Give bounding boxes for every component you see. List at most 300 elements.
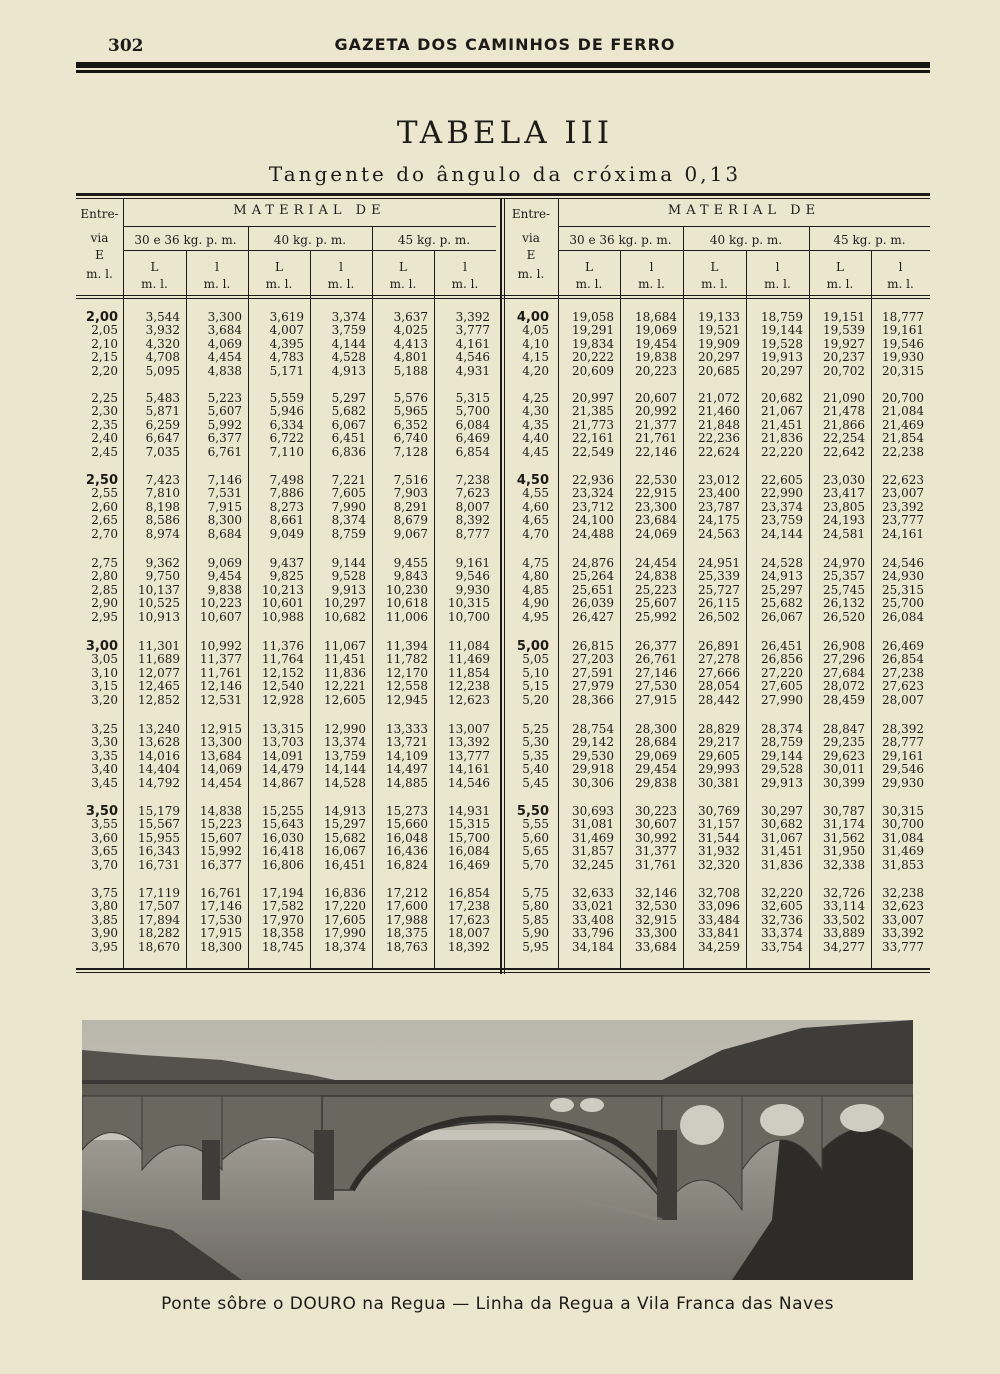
- left-value-cell: 16,451: [324, 857, 366, 872]
- right-entrevia-cell: 5,20: [522, 692, 549, 707]
- left-value-column: [186, 887, 242, 954]
- right-value-cell: 26,084: [882, 609, 924, 624]
- left-value-cell: 4,546: [455, 350, 490, 365]
- right-entrevia-cell: 5,80: [522, 899, 549, 914]
- left-value-column: [310, 392, 366, 459]
- left-value-cell: 11,689: [138, 652, 180, 667]
- left-sub-label-3: l: [339, 260, 343, 274]
- left-value-cell: 14,931: [448, 804, 490, 818]
- right-value-cell: 32,146: [635, 886, 677, 900]
- left-value-cell: 9,437: [269, 556, 304, 570]
- left-entrevia-cell: 2,60: [91, 499, 118, 514]
- left-value-cell: 13,007: [448, 722, 490, 736]
- right-entrevia-values: [504, 640, 549, 707]
- left-value-cell: 7,498: [269, 473, 304, 487]
- right-value-cell: 22,936: [572, 473, 614, 487]
- right-value-cell: 30,223: [635, 804, 677, 818]
- right-value-cell: 28,007: [882, 692, 924, 707]
- right-value-column: [683, 887, 740, 954]
- right-value-cell: 33,754: [761, 939, 803, 954]
- right-entrevia-cell: 4,10: [522, 336, 549, 351]
- left-value-column: [186, 474, 242, 541]
- right-value-column: [809, 392, 865, 459]
- right-value-cell: 28,459: [823, 692, 865, 707]
- right-value-column: [558, 805, 614, 872]
- left-value-cell: 16,469: [448, 857, 490, 872]
- left-value-column: [123, 640, 180, 707]
- left-value-cell: 5,095: [145, 363, 180, 378]
- right-value-cell: 22,990: [761, 486, 803, 501]
- left-value-cell: 7,423: [145, 473, 180, 487]
- right-entrevia-cell: 5,00: [516, 639, 549, 654]
- right-value-cell: 31,081: [572, 817, 614, 832]
- left-value-column: [248, 311, 304, 378]
- left-value-cell: 6,259: [145, 417, 180, 432]
- left-entrevia-cell: 2,80: [91, 569, 118, 584]
- left-value-column: [372, 887, 428, 954]
- right-value-cell: 29,217: [698, 735, 740, 750]
- right-value-cell: 27,238: [882, 665, 924, 680]
- right-entrevia-cell: 5,55: [522, 817, 549, 832]
- right-value-cell: 28,754: [572, 722, 614, 736]
- left-value-cell: 12,146: [200, 679, 242, 694]
- right-value-cell: 33,374: [761, 926, 803, 941]
- right-entrevia-cell: 4,25: [522, 391, 549, 405]
- right-value-cell: 33,114: [823, 899, 865, 914]
- right-value-cell: 31,469: [882, 844, 924, 859]
- left-entrevia-cell: 3,15: [91, 679, 118, 694]
- right-value-cell: 28,300: [635, 722, 677, 736]
- left-value-cell: 15,255: [262, 804, 304, 818]
- left-value-cell: 5,871: [145, 404, 180, 419]
- right-value-column: [809, 557, 865, 624]
- left-value-cell: 17,600: [386, 899, 428, 914]
- left-value-cell: 17,119: [138, 886, 180, 900]
- right-entrevia-label: Entre-: [511, 207, 551, 221]
- left-sub-unit-3: m. l.: [327, 277, 355, 291]
- right-value-column: [871, 723, 924, 790]
- right-entrevia-cell: 5,50: [516, 804, 549, 819]
- left-entrevia-label-2: via: [90, 231, 109, 245]
- right-value-cell: 30,011: [823, 762, 865, 777]
- left-value-column: [372, 557, 428, 624]
- right-value-cell: 23,684: [635, 513, 677, 528]
- left-value-cell: 5,171: [269, 363, 304, 378]
- left-entrevia-cell: 3,80: [91, 899, 118, 914]
- left-value-cell: 3,684: [207, 323, 242, 338]
- right-value-column: [683, 723, 740, 790]
- right-value-cell: 21,836: [761, 431, 803, 446]
- left-value-cell: 12,945: [386, 692, 428, 707]
- page-header: [0, 0, 1000, 80]
- left-value-column: [186, 392, 242, 459]
- table-bottom-rule-thin: [76, 972, 930, 973]
- table-top-rule: [76, 193, 930, 196]
- right-value-cell: 23,392: [882, 499, 924, 514]
- right-value-column: [620, 640, 677, 707]
- right-value-cell: 22,623: [882, 473, 924, 487]
- left-value-cell: 5,297: [331, 391, 366, 405]
- right-entrevia-cell: 4,50: [516, 473, 549, 488]
- left-value-cell: 14,867: [262, 775, 304, 790]
- left-value-cell: 4,801: [393, 350, 428, 365]
- right-value-cell: 34,277: [823, 939, 865, 954]
- right-value-cell: 24,951: [698, 556, 740, 570]
- left-value-cell: 18,375: [386, 926, 428, 941]
- right-value-cell: 20,700: [882, 391, 924, 405]
- left-value-cell: 11,084: [448, 639, 490, 653]
- right-value-cell: 20,297: [698, 350, 740, 365]
- left-sub-unit-5: m. l.: [451, 277, 479, 291]
- right-value-cell: 20,315: [882, 363, 924, 378]
- left-value-cell: 18,745: [262, 939, 304, 954]
- right-value-cell: 30,992: [635, 830, 677, 845]
- left-value-cell: 3,932: [145, 323, 180, 338]
- right-value-cell: 25,297: [761, 582, 803, 597]
- right-value-cell: 32,605: [761, 899, 803, 914]
- right-value-column: [746, 640, 803, 707]
- table-title: TABELA III: [396, 115, 614, 151]
- left-value-cell: 12,077: [138, 665, 180, 680]
- right-value-cell: 24,970: [823, 556, 865, 570]
- left-entrevia-cell: 3,05: [91, 652, 118, 667]
- right-value-column: [746, 474, 803, 541]
- right-entrevia-cell: 5,70: [522, 857, 549, 872]
- left-value-cell: 18,763: [386, 939, 428, 954]
- left-value-cell: 3,777: [455, 323, 490, 338]
- left-value-cell: 15,607: [200, 830, 242, 845]
- left-value-cell: 13,300: [200, 735, 242, 750]
- right-entrevia-values: [504, 723, 549, 790]
- right-value-cell: 22,161: [572, 431, 614, 446]
- left-value-cell: 13,759: [324, 748, 366, 763]
- right-value-cell: 31,853: [882, 857, 924, 872]
- right-group-rule: [558, 250, 930, 251]
- left-value-cell: 9,161: [455, 556, 490, 570]
- left-value-cell: 17,988: [386, 912, 428, 927]
- left-value-cell: 14,016: [138, 748, 180, 763]
- left-value-cell: 10,297: [324, 596, 366, 611]
- left-sub-label-0: L: [150, 260, 159, 274]
- right-value-cell: 29,142: [572, 735, 614, 750]
- table-bottom-rule: [76, 968, 930, 970]
- right-value-cell: 19,058: [572, 310, 614, 324]
- right-value-cell: 32,915: [635, 912, 677, 927]
- left-value-cell: 8,661: [269, 513, 304, 528]
- right-entrevia-cell: 4,90: [522, 596, 549, 611]
- left-value-cell: 16,806: [262, 857, 304, 872]
- left-value-cell: 9,067: [393, 526, 428, 541]
- right-value-column: [620, 474, 677, 541]
- right-value-cell: 24,876: [572, 556, 614, 570]
- right-value-cell: 32,238: [882, 886, 924, 900]
- left-value-column: [310, 557, 366, 624]
- right-value-column: [871, 311, 924, 378]
- right-value-cell: 33,300: [635, 926, 677, 941]
- left-value-column: [310, 474, 366, 541]
- left-value-column: [186, 311, 242, 378]
- left-entrevia-cell: 3,45: [91, 775, 118, 790]
- right-value-cell: 26,039: [572, 596, 614, 611]
- left-sub-unit-4: m. l.: [389, 277, 417, 291]
- right-value-cell: 28,829: [698, 722, 740, 736]
- left-value-column: [310, 887, 366, 954]
- right-value-cell: 33,408: [572, 912, 614, 927]
- right-entrevia-cell: 5,30: [522, 735, 549, 750]
- right-value-cell: 31,157: [698, 817, 740, 832]
- left-value-cell: 17,915: [200, 926, 242, 941]
- right-value-column: [620, 887, 677, 954]
- right-value-cell: 21,460: [698, 404, 740, 419]
- right-value-cell: 26,854: [882, 652, 924, 667]
- left-value-column: [372, 392, 428, 459]
- right-value-cell: 21,478: [823, 404, 865, 419]
- right-entrevia-cell: 4,45: [522, 444, 549, 459]
- left-value-cell: 5,946: [269, 404, 304, 419]
- left-value-cell: 12,540: [262, 679, 304, 694]
- left-value-cell: 11,451: [324, 652, 366, 667]
- left-value-cell: 3,300: [207, 310, 242, 324]
- left-value-cell: 13,315: [262, 722, 304, 736]
- left-value-cell: 17,238: [448, 899, 490, 914]
- right-entrevia-cell: 4,70: [522, 526, 549, 541]
- header-rule: [76, 62, 930, 68]
- right-value-cell: 19,161: [882, 323, 924, 338]
- left-entrevia-cell: 3,70: [91, 857, 118, 872]
- right-value-cell: 29,161: [882, 748, 924, 763]
- left-value-cell: 14,528: [324, 775, 366, 790]
- right-sub-label-0: L: [585, 260, 593, 274]
- right-value-cell: 23,300: [635, 499, 677, 514]
- left-value-cell: 4,413: [393, 336, 428, 351]
- right-value-cell: 25,357: [823, 569, 865, 584]
- left-value-cell: 17,623: [448, 912, 490, 927]
- right-entrevia-cell: 4,65: [522, 513, 549, 528]
- right-value-cell: 31,761: [635, 857, 677, 872]
- left-value-cell: 8,374: [331, 513, 366, 528]
- right-value-cell: 29,069: [635, 748, 677, 763]
- left-value-cell: 11,782: [386, 652, 428, 667]
- table-top-rule-thin: [76, 198, 930, 199]
- left-value-column: [123, 887, 180, 954]
- right-material-rule: [558, 226, 930, 227]
- right-value-cell: 33,841: [698, 926, 740, 941]
- left-value-cell: 18,670: [138, 939, 180, 954]
- left-group-label-1: 40 kg. p. m.: [273, 233, 347, 247]
- right-value-cell: 32,633: [572, 886, 614, 900]
- left-value-column: [248, 557, 304, 624]
- right-value-cell: 28,777: [882, 735, 924, 750]
- right-value-cell: 26,520: [823, 609, 865, 624]
- right-entrevia-values: [504, 311, 549, 378]
- right-sub-label-4: L: [836, 260, 844, 274]
- left-value-cell: 8,586: [145, 513, 180, 528]
- left-value-cell: 12,558: [386, 679, 428, 694]
- right-value-column: [871, 887, 924, 954]
- right-value-cell: 21,469: [882, 417, 924, 432]
- right-value-cell: 18,684: [635, 310, 677, 324]
- right-e-label: E: [526, 248, 536, 262]
- right-value-column: [558, 311, 614, 378]
- right-value-column: [558, 474, 614, 541]
- right-value-cell: 31,067: [761, 830, 803, 845]
- bridge-photo-image: [82, 1020, 913, 1280]
- left-value-cell: 5,992: [207, 417, 242, 432]
- left-value-cell: 7,146: [207, 473, 242, 487]
- right-value-cell: 32,220: [761, 886, 803, 900]
- left-value-cell: 16,854: [448, 886, 490, 900]
- left-value-cell: 12,852: [138, 692, 180, 707]
- right-entrevia-cell: 5,25: [522, 722, 549, 736]
- right-value-cell: 25,264: [572, 569, 614, 584]
- left-value-cell: 5,682: [331, 404, 366, 419]
- left-value-cell: 12,605: [324, 692, 366, 707]
- right-value-cell: 21,084: [882, 404, 924, 419]
- left-value-cell: 7,810: [145, 486, 180, 501]
- left-value-cell: 11,854: [448, 665, 490, 680]
- right-value-cell: 28,847: [823, 722, 865, 736]
- left-value-column: [123, 723, 180, 790]
- right-value-cell: 21,072: [698, 391, 740, 405]
- left-value-cell: 7,886: [269, 486, 304, 501]
- right-value-cell: 20,607: [635, 391, 677, 405]
- right-value-cell: 29,235: [823, 735, 865, 750]
- right-value-cell: 27,203: [572, 652, 614, 667]
- right-entrevia-cell: 4,80: [522, 569, 549, 584]
- left-group-label-2: 45 kg. p. m.: [397, 233, 471, 247]
- journal-title: GAZETA DOS CAMINHOS DE FERRO: [334, 35, 676, 54]
- right-value-cell: 26,761: [635, 652, 677, 667]
- left-entrevia-values: [76, 557, 118, 624]
- right-value-cell: 27,623: [882, 679, 924, 694]
- right-value-cell: 19,454: [635, 336, 677, 351]
- left-entrevia-cell: 2,45: [91, 444, 118, 459]
- right-value-column: [558, 887, 614, 954]
- right-value-cell: 32,530: [635, 899, 677, 914]
- right-value-column: [558, 640, 614, 707]
- left-value-cell: 8,684: [207, 526, 242, 541]
- right-entrevia-cell: 5,05: [522, 652, 549, 667]
- right-value-column: [558, 557, 614, 624]
- left-value-cell: 5,483: [145, 391, 180, 405]
- left-entrevia-cell: 3,30: [91, 735, 118, 750]
- right-value-cell: 26,856: [761, 652, 803, 667]
- left-entrevia-cell: 3,25: [91, 722, 118, 736]
- right-value-cell: 25,651: [572, 582, 614, 597]
- right-entrevia-values: [504, 557, 549, 624]
- left-value-cell: 14,161: [448, 762, 490, 777]
- right-value-column: [809, 474, 865, 541]
- left-value-column: [123, 311, 180, 378]
- left-entrevia-cell: 3,65: [91, 844, 118, 859]
- left-value-cell: 7,221: [331, 473, 366, 487]
- right-value-cell: 19,539: [823, 323, 865, 338]
- left-value-cell: 11,469: [448, 652, 490, 667]
- right-value-cell: 22,236: [698, 431, 740, 446]
- right-value-cell: 23,777: [882, 513, 924, 528]
- left-value-cell: 9,930: [455, 582, 490, 597]
- left-value-cell: 9,750: [145, 569, 180, 584]
- right-value-cell: 22,642: [823, 444, 865, 459]
- right-value-cell: 22,220: [761, 444, 803, 459]
- left-value-cell: 3,619: [269, 310, 304, 324]
- left-value-column: [434, 392, 490, 459]
- left-entrevia-cell: 2,10: [91, 336, 118, 351]
- right-value-cell: 21,761: [635, 431, 677, 446]
- right-value-cell: 21,451: [761, 417, 803, 432]
- right-value-column: [746, 887, 803, 954]
- left-value-cell: 14,069: [200, 762, 242, 777]
- left-entrevia-cell: 2,25: [91, 391, 118, 405]
- right-value-cell: 24,069: [635, 526, 677, 541]
- right-entrevia-cell: 4,15: [522, 350, 549, 365]
- right-value-cell: 33,021: [572, 899, 614, 914]
- left-value-cell: 4,395: [269, 336, 304, 351]
- right-value-cell: 23,030: [823, 473, 865, 487]
- left-entrevia-values: [76, 805, 118, 872]
- right-value-cell: 21,773: [572, 417, 614, 432]
- right-value-cell: 30,693: [572, 804, 614, 818]
- right-value-cell: 30,700: [882, 817, 924, 832]
- left-value-column: [186, 640, 242, 707]
- right-entrevia-cell: 4,00: [516, 310, 549, 325]
- right-value-cell: 29,918: [572, 762, 614, 777]
- left-value-cell: 11,006: [386, 609, 428, 624]
- left-value-cell: 6,352: [393, 417, 428, 432]
- right-entrevia-cell: 4,05: [522, 323, 549, 338]
- left-value-cell: 5,223: [207, 391, 242, 405]
- left-sub-label-1: l: [215, 260, 219, 274]
- right-entrevia-cell: 5,15: [522, 679, 549, 694]
- right-value-cell: 28,374: [761, 722, 803, 736]
- right-value-cell: 19,930: [882, 350, 924, 365]
- right-value-cell: 25,607: [635, 596, 677, 611]
- left-value-column: [248, 640, 304, 707]
- right-entrevia-cell: 4,95: [522, 609, 549, 624]
- left-entrevia-cell: 2,35: [91, 417, 118, 432]
- left-value-cell: 4,528: [331, 350, 366, 365]
- left-value-cell: 13,721: [386, 735, 428, 750]
- right-value-cell: 28,392: [882, 722, 924, 736]
- left-e-label: E: [95, 248, 104, 262]
- left-value-cell: 16,836: [324, 886, 366, 900]
- left-value-cell: 12,990: [324, 722, 366, 736]
- left-value-cell: 16,067: [324, 844, 366, 859]
- left-value-cell: 17,220: [324, 899, 366, 914]
- right-unit-label: m. l.: [517, 267, 545, 281]
- right-sub-unit-1: m. l.: [638, 277, 665, 291]
- left-value-cell: 4,783: [269, 350, 304, 365]
- right-value-cell: 19,151: [823, 310, 865, 324]
- right-value-cell: 22,624: [698, 444, 740, 459]
- right-value-cell: 33,007: [882, 912, 924, 927]
- right-value-cell: 24,488: [572, 526, 614, 541]
- right-value-cell: 31,469: [572, 830, 614, 845]
- right-sub-unit-4: m. l.: [826, 277, 854, 291]
- right-value-cell: 30,381: [698, 775, 740, 790]
- right-value-column: [871, 640, 924, 707]
- right-value-cell: 19,528: [761, 336, 803, 351]
- left-value-cell: 17,582: [262, 899, 304, 914]
- right-entrevia-cell: 4,60: [522, 499, 549, 514]
- left-value-cell: 14,546: [448, 775, 490, 790]
- left-value-column: [248, 805, 304, 872]
- left-value-cell: 12,465: [138, 679, 180, 694]
- right-value-cell: 30,399: [823, 775, 865, 790]
- right-value-cell: 26,451: [761, 639, 803, 653]
- right-value-cell: 33,502: [823, 912, 865, 927]
- left-value-column: [372, 474, 428, 541]
